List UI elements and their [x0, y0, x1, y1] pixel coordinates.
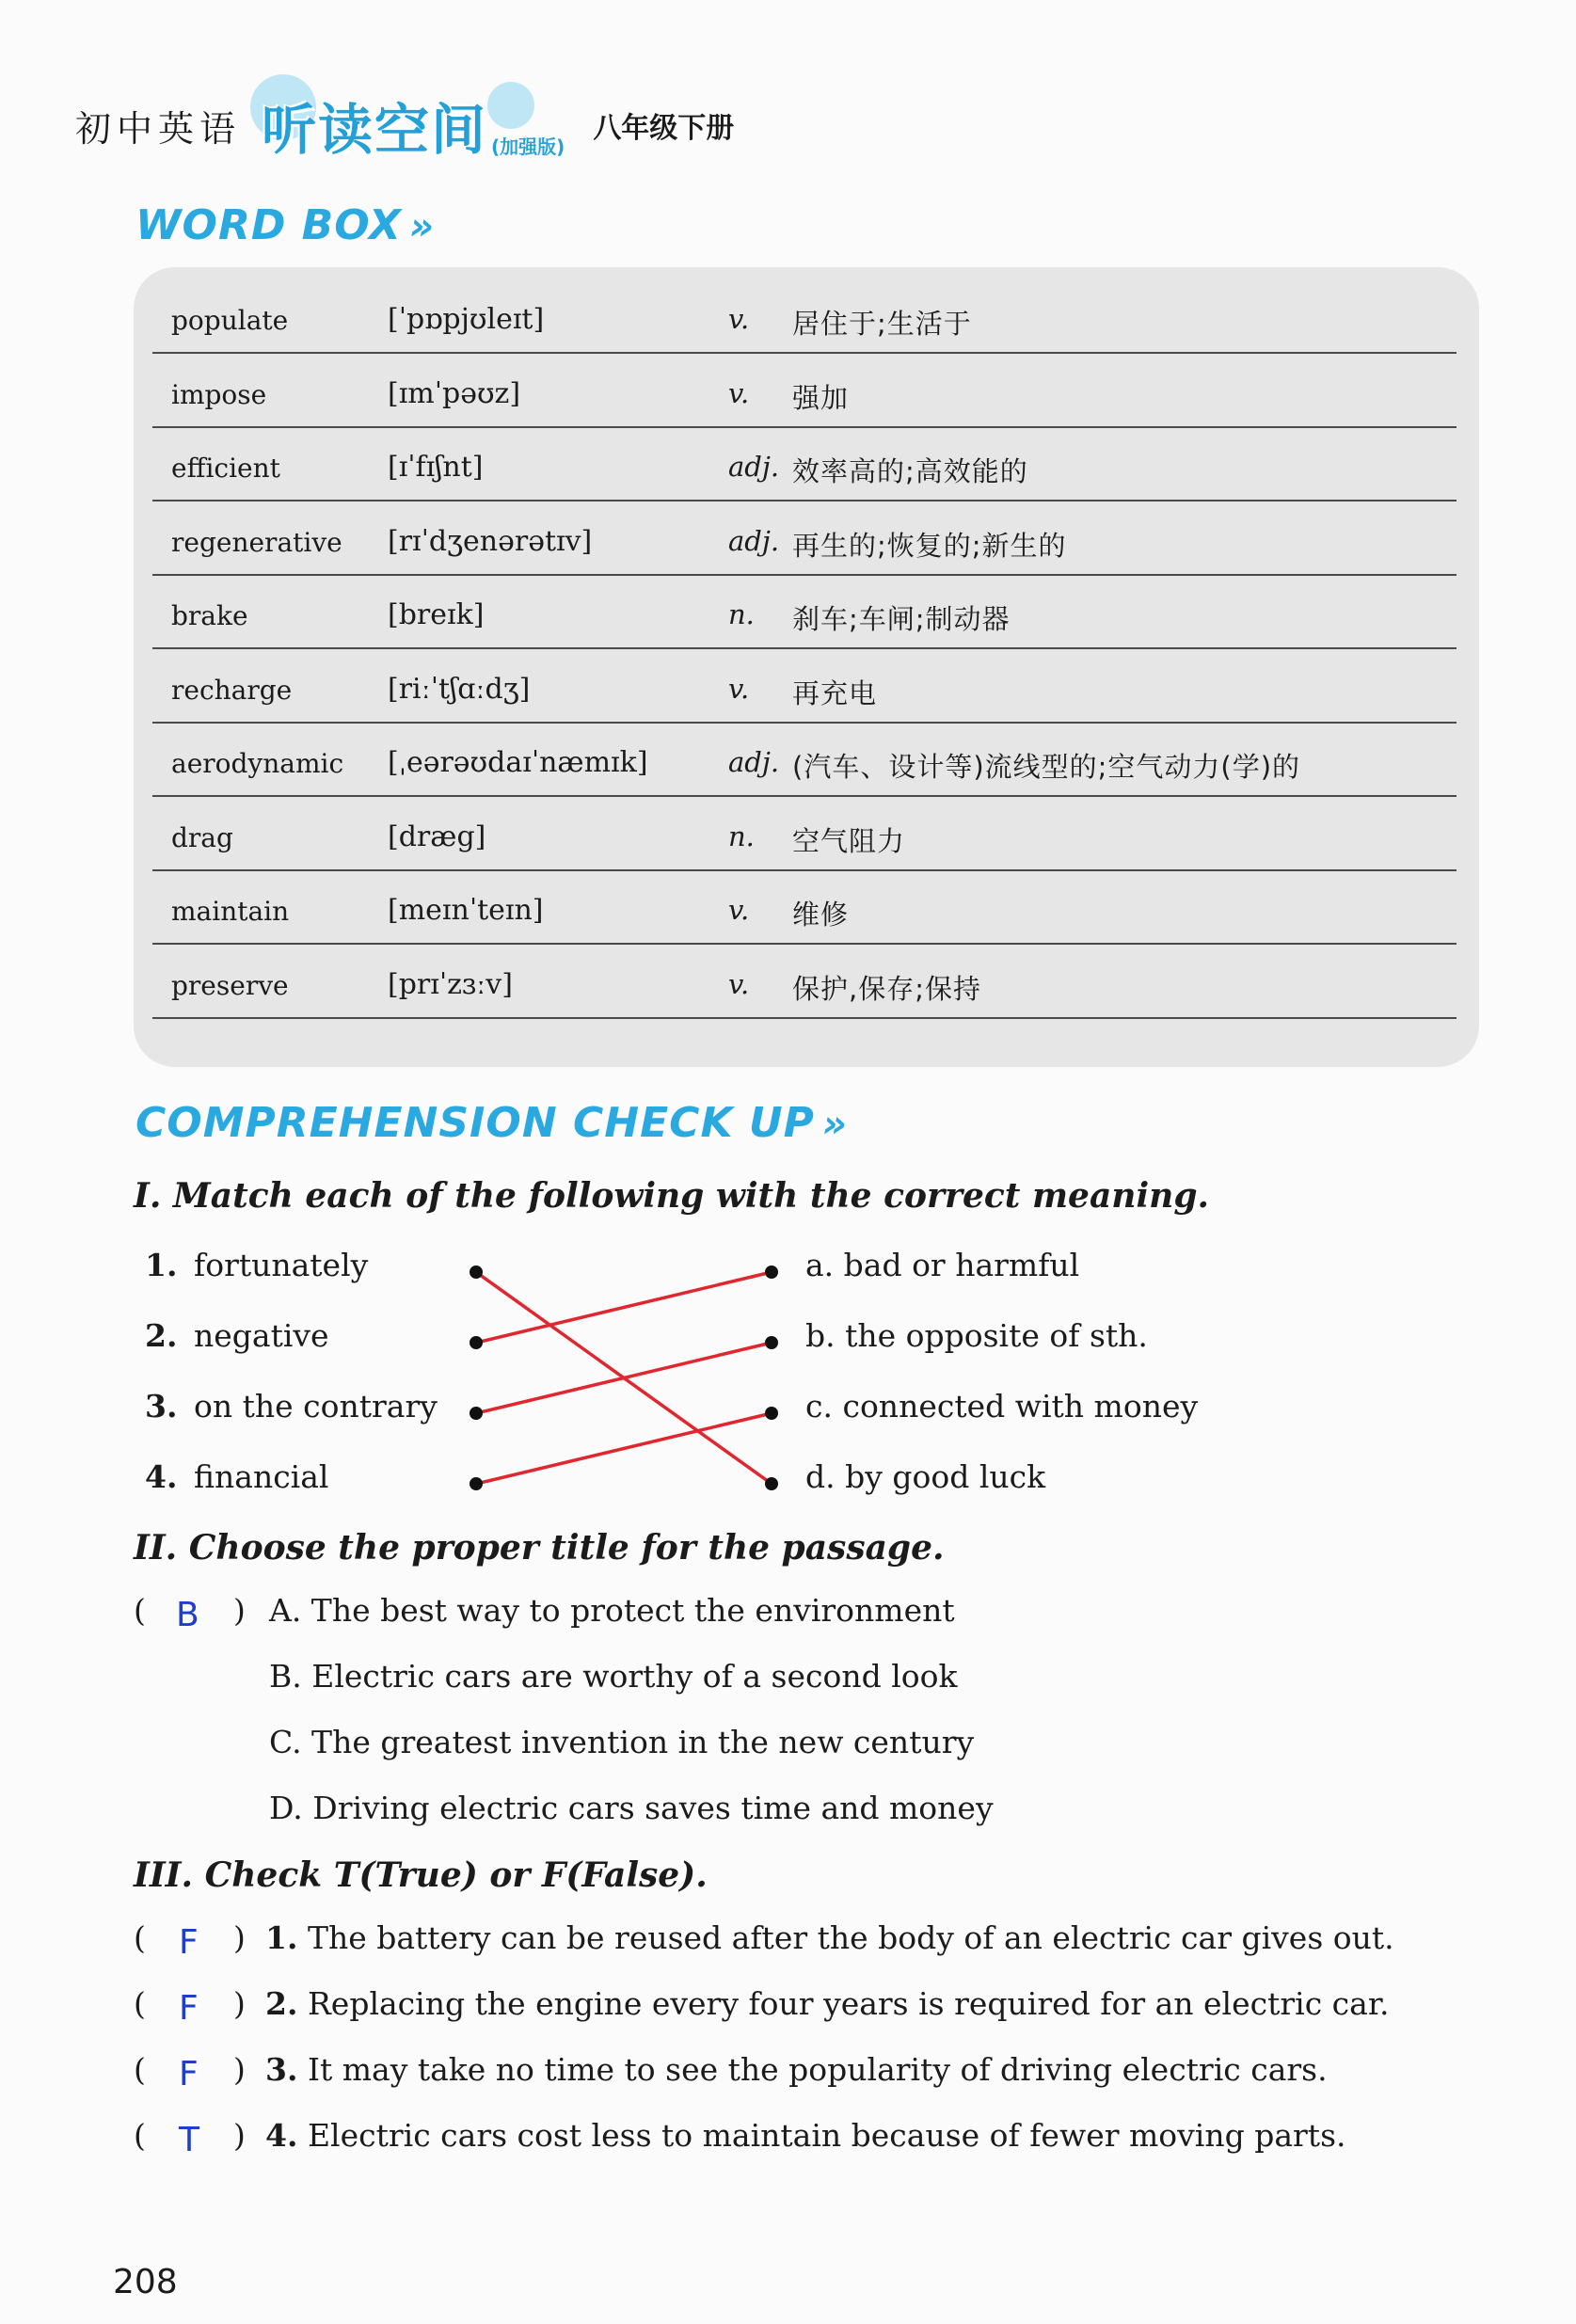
phonetic: [ɪmˈpəʊz]	[388, 376, 521, 410]
series-title: 初中英语	[75, 107, 242, 150]
part-of-speech: v.	[728, 376, 750, 409]
match-left-item	[145, 1458, 328, 1495]
brand-subtitle: (加强版)	[491, 135, 565, 158]
match-left-item	[145, 1317, 329, 1354]
vocab-word: drag	[171, 821, 233, 853]
part-of-speech: n.	[728, 820, 755, 852]
match-line	[476, 1343, 772, 1413]
match-dot	[470, 1265, 483, 1279]
comprehension-title-text: COMPREHENSION CHECK UP	[135, 1099, 815, 1147]
part-of-speech: v.	[728, 303, 750, 335]
grade-label: 八年级下册	[593, 112, 735, 145]
tf-statement	[265, 1919, 1394, 1956]
phonetic: [prɪˈzɜːv]	[388, 967, 513, 1001]
match-line	[476, 1413, 772, 1484]
vocab-word: impose	[171, 378, 267, 410]
tf-number: 3.	[265, 2051, 298, 2088]
tf-answer: F	[179, 1989, 199, 2028]
vocab-word: recharge	[171, 674, 293, 706]
tf-statement-text: Replacing the engine every four years is required for an electric car.	[307, 1985, 1390, 2022]
word-box-title-text: WORD BOX	[135, 201, 402, 249]
match-left-number: 2.	[145, 1317, 178, 1354]
match-left-text: fortunately	[194, 1247, 369, 1283]
phonetic: [ɪˈfɪʃnt]	[388, 451, 484, 484]
tf-answer: F	[179, 1923, 199, 1962]
tf-statement	[265, 2051, 1328, 2088]
answer-paren-close: )	[233, 1985, 246, 2022]
vocab-word: brake	[171, 600, 248, 631]
match-left-item	[145, 1247, 368, 1283]
part2-heading: II. Choose the proper title for the passage.	[134, 1528, 945, 1568]
vocab-word: preserve	[171, 969, 289, 1001]
part3-heading: III. Check T(True) or F(False).	[134, 1855, 708, 1895]
answer-paren-close: )	[233, 2117, 246, 2154]
tf-statement	[265, 1985, 1389, 2022]
match-left-text: financial	[194, 1458, 329, 1495]
answer-paren-open: (	[134, 2051, 146, 2088]
match-right-item: a. bad or harmful	[805, 1247, 1080, 1283]
tf-answer: T	[179, 2121, 199, 2159]
phonetic: [ˈpɒpjʊleɪt]	[388, 303, 545, 336]
part-of-speech: adj.	[728, 451, 780, 483]
tf-statement-text: The battery can be reused after the body of an electric car gives out.	[307, 1919, 1394, 1956]
match-left-number: 4.	[145, 1458, 178, 1495]
tf-number: 1.	[265, 1919, 298, 1956]
word-meaning: 空气阻力	[792, 824, 906, 857]
match-dot	[470, 1407, 483, 1420]
phonetic: [rɪˈdʒenərətɪv]	[388, 524, 593, 558]
part-of-speech: n.	[728, 598, 755, 630]
tf-statement	[265, 2117, 1346, 2154]
tf-answer: F	[179, 2055, 199, 2093]
option-c: C. The greatest invention in the new century	[269, 1724, 975, 1760]
answer-paren-close: )	[233, 1592, 246, 1629]
match-dot	[765, 1336, 778, 1349]
answer-paren-open: (	[134, 1592, 146, 1629]
phonetic: [breɪk]	[388, 598, 485, 631]
option-d: D. Driving electric cars saves time and money	[269, 1790, 994, 1826]
match-right-item: b. the opposite of sth.	[805, 1317, 1148, 1354]
tf-number: 4.	[265, 2117, 298, 2154]
part-of-speech: v.	[728, 672, 750, 705]
word-meaning: 保护,保存;保持	[792, 972, 981, 1005]
phonetic: [ˌeərəʊdaɪˈnæmɪk]	[388, 746, 648, 779]
match-dot	[470, 1477, 483, 1490]
vocab-word: efficient	[171, 453, 280, 484]
tf-statement-text: It may take no time to see the popularity of driving electric cars.	[307, 2051, 1328, 2088]
word-meaning: 再充电	[792, 677, 878, 709]
page-number: 208	[113, 2263, 178, 2301]
brand-title: 听读空间	[262, 98, 488, 162]
vocab-word: regenerative	[171, 526, 342, 558]
word-meaning: 刹车;车闸;制动器	[792, 603, 1011, 635]
answer-paren-open: (	[134, 2117, 146, 2154]
tf-number: 2.	[265, 1985, 298, 2022]
option-a: A. The best way to protect the environment	[269, 1592, 955, 1629]
phonetic: [dræg]	[388, 820, 486, 853]
match-left-number: 3.	[145, 1388, 178, 1425]
part-of-speech: adj.	[728, 524, 780, 557]
word-meaning: 效率高的;高效能的	[792, 455, 1028, 487]
tf-statement-text: Electric cars cost less to maintain because of fewer moving parts.	[307, 2117, 1346, 2154]
word-meaning: 强加	[792, 381, 850, 414]
word-meaning: 再生的;恢复的;新生的	[792, 529, 1067, 562]
vocab-word: populate	[171, 305, 289, 336]
match-left-text: on the contrary	[194, 1388, 438, 1425]
answer-paren-close: )	[233, 1919, 246, 1956]
match-dot	[765, 1477, 778, 1490]
vocab-word: aerodynamic	[171, 748, 344, 779]
option-b: B. Electric cars are worthy of a second look	[269, 1658, 958, 1695]
part-of-speech: adj.	[728, 746, 780, 778]
vocab-word: maintain	[171, 896, 290, 927]
part1-heading: I. Match each of the following with the correct meaning.	[134, 1176, 1210, 1216]
match-left-item	[145, 1388, 438, 1425]
answer-paren-open: (	[134, 1985, 146, 2022]
part-of-speech: v.	[728, 894, 750, 926]
match-dot	[470, 1336, 483, 1349]
answer-paren-open: (	[134, 1919, 146, 1956]
word-meaning: 维修	[792, 899, 850, 931]
phonetic: [meɪnˈteɪn]	[388, 894, 544, 927]
double-arrow-icon: »	[821, 1103, 848, 1146]
match-right-item: c. connected with money	[805, 1388, 1199, 1425]
match-left-number: 1.	[145, 1247, 178, 1283]
word-meaning: 居住于;生活于	[792, 308, 972, 340]
match-line	[476, 1272, 772, 1343]
answer-paren-close: )	[233, 2051, 246, 2088]
match-left-text: negative	[194, 1317, 329, 1354]
match-dot	[765, 1265, 778, 1279]
part-of-speech: v.	[728, 967, 750, 1000]
part2-answer: B	[176, 1596, 199, 1634]
double-arrow-icon: »	[408, 205, 435, 248]
match-dot	[765, 1407, 778, 1420]
phonetic: [riːˈtʃɑːdʒ]	[388, 672, 531, 706]
match-right-item: d. by good luck	[805, 1458, 1046, 1495]
word-meaning: (汽车、设计等)流线型的;空气动力(学)的	[792, 751, 1301, 783]
